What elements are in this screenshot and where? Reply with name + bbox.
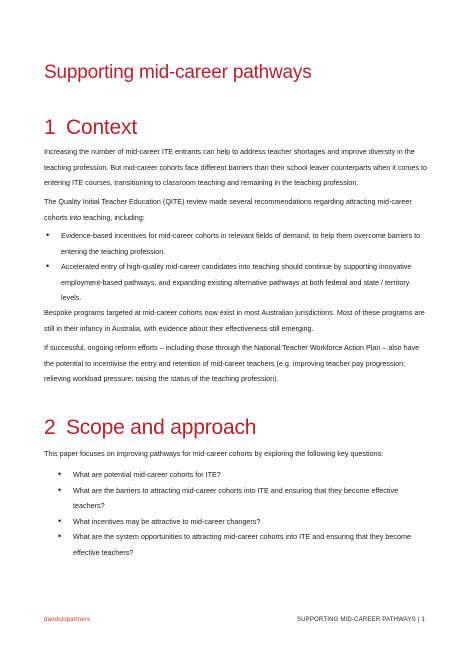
page-number: 1 bbox=[421, 617, 425, 623]
bullet-icon: • bbox=[58, 469, 62, 479]
list-item: • What are the barriers to attracting mid-career cohorts into ITE and ensuring that they become effective teachers? bbox=[58, 484, 399, 510]
bullet-list bbox=[56, 467, 428, 560]
paragraph: Increasing the number of mid-career ITE entrants can help to address teacher shortages and improve diversity in the teaching profession. But mid-career cohorts face different barriers than their school leaver counterparts when it comes to entering ITE courses, transitioning to classroom teaching and remaining in the teaching profession. bbox=[44, 147, 427, 187]
list-item: • What are potential mid-career cohorts for ITE? bbox=[56, 467, 428, 483]
paragraph: If successful, ongoing reform efforts – including those through the National Teacher Workforce Action Plan – also have the potential to incentivise the entry and retention of mid-career teachers (e.g. improving teacher pay progression; relieving workload pressure; raising the status of the teaching profession). bbox=[44, 343, 420, 383]
paragraph: This paper focuses on improving pathways for mid-career cohorts by exploring the following key questions: bbox=[44, 449, 384, 458]
bullet-icon: • bbox=[58, 515, 62, 526]
footer-brand-logo: dandolopartners bbox=[44, 617, 91, 623]
list-item: • Accelerated entry of high-quality mid-career candidates into teaching should continue by supporting innovative employment-based pathways; and expanding existing alternative pathways at both federal and state / territory levels. bbox=[46, 261, 412, 302]
section-title: Scope and approach bbox=[66, 416, 257, 439]
list-item: • What are the system opportunities to attracting mid-career cohorts into ITE and ensuring that they become effective teachers? bbox=[58, 531, 411, 557]
list-item: • Evidence-based incentives for mid-career cohorts in relevant fields of demand, to help them overcome barriers to entering the teaching profession. bbox=[46, 230, 421, 256]
paragraph: Bespoke programs targeted at mid-career cohorts now exist in most Australian jurisdictions. Most of these programs are still in their infancy in Australia, with evidence about their effectiveness still emerging. bbox=[44, 308, 425, 333]
document-title: Supporting mid-career pathways bbox=[44, 62, 312, 83]
running-title: SUPPORTING MID-CAREER PATHWAYS bbox=[296, 617, 416, 623]
bullet-list bbox=[44, 228, 428, 306]
bullet-icon: • bbox=[58, 531, 62, 541]
footer-separator: | bbox=[417, 617, 420, 623]
section-heading-scope bbox=[44, 416, 256, 440]
bullet-icon: • bbox=[46, 261, 50, 271]
section-heading-context bbox=[44, 116, 137, 140]
section-number: 2 bbox=[44, 416, 56, 439]
footer-running-title bbox=[297, 617, 425, 623]
bullet-icon: • bbox=[46, 230, 50, 240]
list-item: • What incentives may be attractive to mid-career changers? bbox=[56, 514, 428, 530]
bullet-icon: • bbox=[58, 484, 62, 495]
section-title: Context bbox=[66, 116, 137, 139]
paragraph: The Quality Initial Teacher Education (QITE) review made several recommendations regarding attracting mid-career cohorts into teaching, including: bbox=[44, 197, 412, 222]
section-number: 1 bbox=[44, 116, 56, 139]
